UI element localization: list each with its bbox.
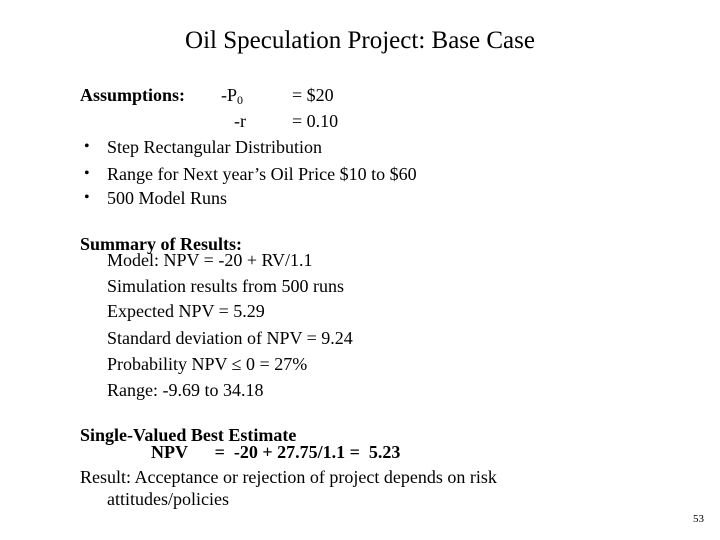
page-title: Oil Speculation Project: Base Case [185,27,535,54]
r-value: = 0.10 [292,111,339,131]
r-variable: -r [234,111,246,131]
assumptions-label: Assumptions: [80,85,186,105]
bullet-icon: • [84,165,90,182]
summary-line: Model: NPV = -20 + RV/1.1 [107,250,313,270]
p0-name: -P [221,85,238,105]
summary-line: Standard deviation of NPV = 9.24 [107,328,353,348]
summary-line: Range: -9.69 to 34.18 [107,380,264,400]
summary-line: Simulation results from 500 runs [107,276,344,296]
result-line-continued: attitudes/policies [107,489,229,509]
p0-variable [221,85,244,107]
estimate-formula: NPV = -20 + 27.75/1.1 = 5.23 [151,442,401,462]
p0-value: = $20 [292,85,334,105]
assumption-bullet: Range for Next year’s Oil Price $10 to $60 [107,164,417,184]
summary-line: Probability NPV ≤ 0 = 27% [107,354,308,374]
summary-line: Expected NPV = 5.29 [107,301,265,321]
result-line: Result: Acceptance or rejection of project depends on risk [80,467,497,487]
estimate-heading: Single-Valued Best Estimate [80,425,297,445]
page-number: 53 [693,513,704,525]
assumption-bullet: Step Rectangular Distribution [107,137,322,157]
p0-subscript: 0 [237,93,244,107]
bullet-icon: • [84,189,90,206]
assumption-bullet: 500 Model Runs [107,188,228,208]
bullet-icon: • [84,138,90,155]
summary-heading: Summary of Results: [80,234,242,254]
